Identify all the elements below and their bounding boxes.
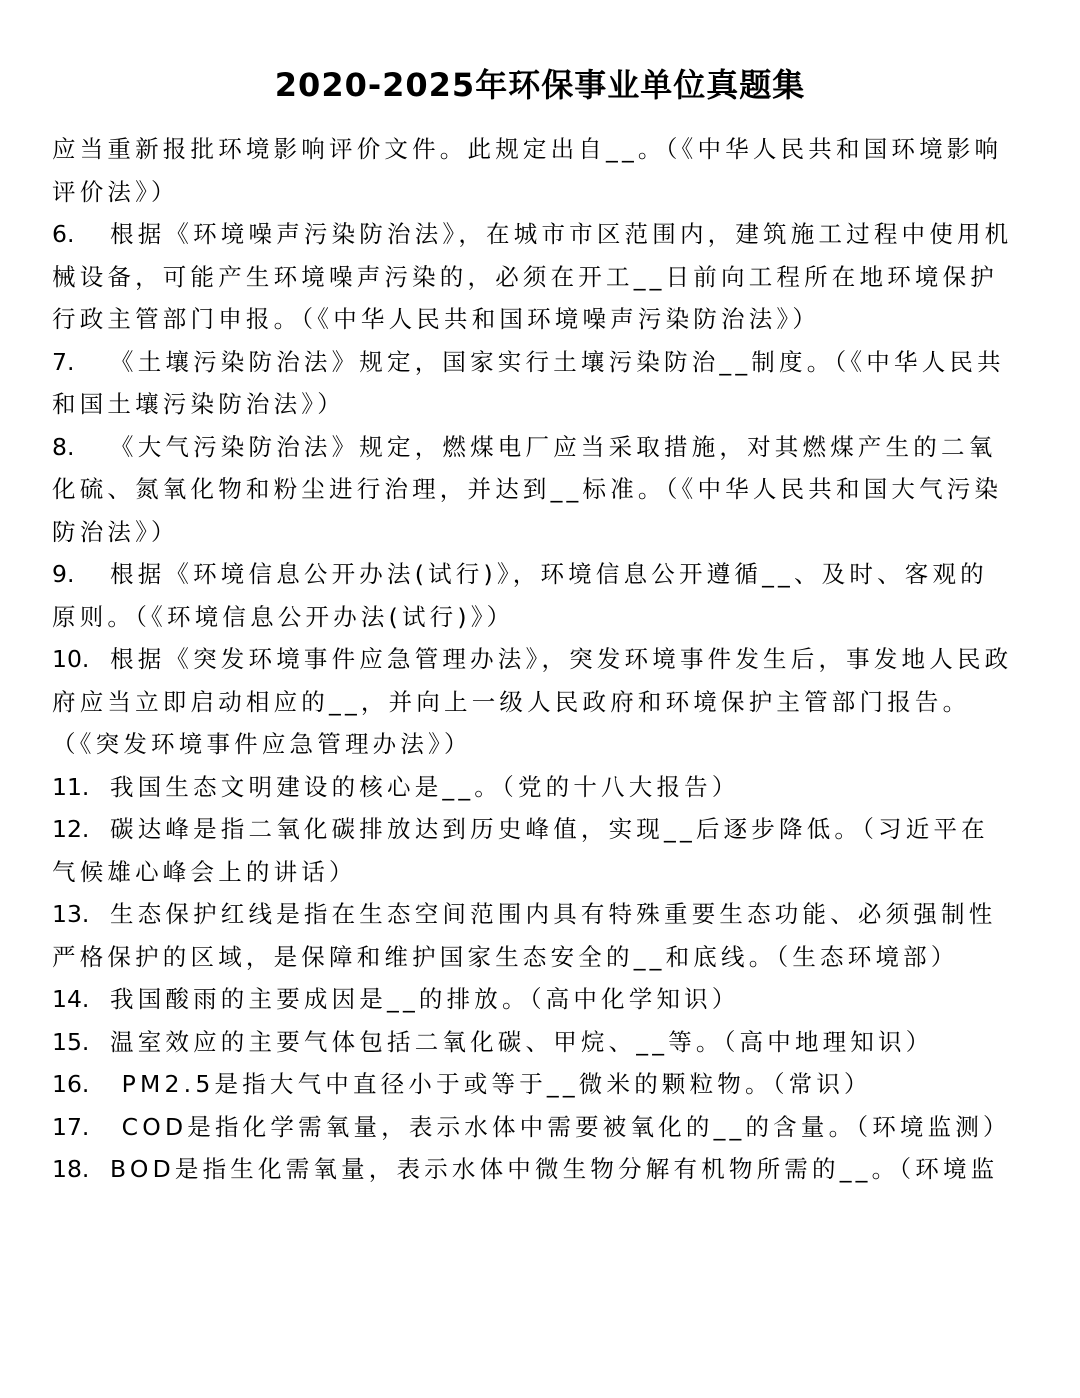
question-number: 17.: [52, 1112, 90, 1141]
list-item: [52, 1106, 1014, 1149]
question-number: 6.: [52, 220, 75, 248]
question-text: 《土壤污染防治法》规定，国家实行土壤污染防治__制度。（《中华人民共和国土壤污染防治法》）: [52, 347, 1005, 418]
question-text: 根据《突发环境事件应急管理办法》，突发环境事件发生后，事发地人民政府应当立即启动相应的__，并向上一级人民政府和环境保护主管部门报告。（《突发环境事件应急管理办法》）: [52, 645, 1013, 758]
question-number: 12.: [52, 815, 90, 843]
list-item: [52, 1021, 1014, 1064]
list-item: [52, 808, 1014, 893]
list-item: [52, 893, 1014, 978]
question-number: 13.: [52, 900, 90, 928]
list-item: [52, 1063, 1014, 1106]
page-title: 2020-2025年环保事业单位真题集: [274, 66, 806, 104]
question-number: 15.: [52, 1027, 90, 1056]
question-number: 11.: [52, 772, 90, 801]
question-text: 《大气污染防治法》规定，燃煤电厂应当采取措施，对其燃煤产生的二氧化硫、氮氧化物和粉尘进行治理，并达到__标准。（《中华人民共和国大气污染防治法》）: [52, 432, 1003, 546]
question-number: 10.: [52, 645, 90, 673]
question-number: 9.: [52, 560, 75, 588]
question-text: 温室效应的主要气体包括二氧化碳、甲烷、__等。（高中地理知识）: [110, 1027, 934, 1056]
question-text: 根据《环境噪声污染防治法》，在城市市区范围内，建筑施工过程中使用机械设备，可能产生环境噪声污染的，必须在开工__日前向工程所在地环境保护行政主管部门申报。（《中华人民共和国环境噪声污染防治法》）: [52, 220, 1013, 333]
list-item: [52, 1148, 1014, 1191]
question-number: 16.: [52, 1070, 90, 1098]
list-item: [52, 128, 1014, 213]
question-text: BOD是指生化需氧量，表示水体中微生物分解有机物所需的__。（环境监: [110, 1155, 999, 1183]
question-number: 14.: [52, 985, 90, 1013]
question-text: 我国酸雨的主要成因是__的排放。（高中化学知识）: [110, 985, 740, 1013]
question-text: 我国生态文明建设的核心是__。（党的十八大报告）: [110, 772, 740, 801]
question-text: 根据《环境信息公开办法(试行)》，环境信息公开遵循__、及时、客观的原则。（《环境信息公开办法(试行)》）: [52, 560, 988, 631]
question-number: 18.: [52, 1155, 90, 1183]
list-item: [52, 638, 1014, 766]
question-text: PM2.5是指大气中直径小于或等于__微米的颗粒物。（常识）: [110, 1070, 872, 1098]
question-text: 生态保护红线是指在生态空间范围内具有特殊重要生态功能、必须强制性严格保护的区域，是保障和维护国家生态安全的__和底线。（生态环境部）: [52, 900, 997, 971]
list-item: [52, 978, 1014, 1021]
question-number: 8.: [52, 432, 75, 461]
question-text: 碳达峰是指二氧化碳排放达到历史峰值，实现__后逐步降低。（习近平在气候雄心峰会上的讲话）: [52, 815, 989, 886]
question-list: [52, 128, 1014, 1191]
list-item: [52, 766, 1014, 809]
list-item: [52, 553, 1014, 638]
list-item: [52, 426, 1014, 554]
question-text: 应当重新报批环境影响评价文件。此规定出自__。（《中华人民共和国环境影响评价法》）: [52, 135, 1003, 206]
question-number: 7.: [52, 347, 75, 376]
list-item: [52, 213, 1014, 341]
list-item: [52, 341, 1014, 426]
question-text: COD是指化学需氧量，表示水体中需要被氧化的__的含量。（环境监测）: [110, 1112, 1011, 1141]
